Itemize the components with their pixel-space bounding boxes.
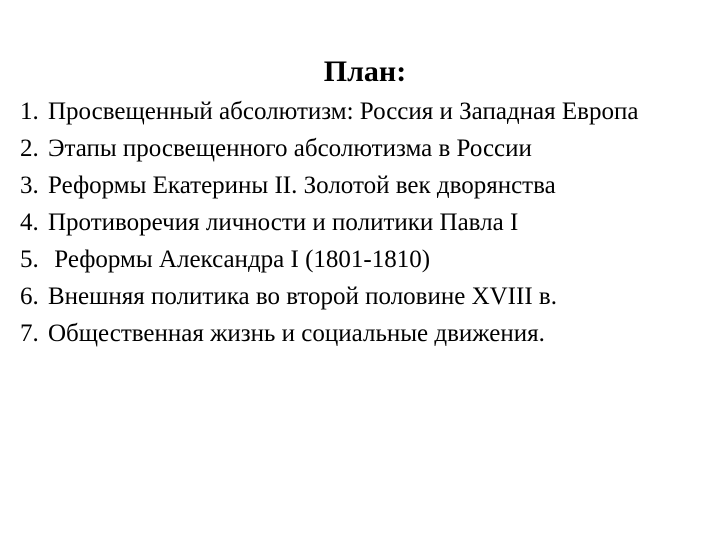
plan-item-4 [20,204,686,241]
plan-item-3 [20,167,686,204]
plan-item-text: Просвещенный абсолютизм: Россия и Западная Европа [48,98,639,125]
plan-item-5 [20,241,686,278]
plan-item-number: 2. [20,135,39,162]
plan-item-text: Общественная жизнь и социальные движения. [48,320,545,347]
plan-item-text: Реформы Александра I (1801-1810) [48,246,431,273]
plan-item-text: Внешняя политика во второй половине XVIII в. [48,283,557,310]
plan-list [20,93,686,352]
plan-item-number: 1. [20,98,39,125]
plan-item-2 [20,130,686,167]
plan-item-number: 4. [20,209,39,236]
plan-item-number: 5. [20,246,39,273]
plan-item-number: 6. [20,283,39,310]
plan-item-text: Этапы просвещенного абсолютизма в России [48,135,532,162]
plan-item-text: Реформы Екатерины II. Золотой век дворянства [48,172,556,199]
plan-item-7 [20,315,686,352]
slide-title: План: [323,55,407,88]
plan-item-text: Противоречия личности и политики Павла I [48,209,519,236]
plan-item-number: 7. [20,320,39,347]
plan-item-6 [20,278,720,315]
plan-item-1 [20,93,686,130]
plan-item-number: 3. [20,172,39,199]
